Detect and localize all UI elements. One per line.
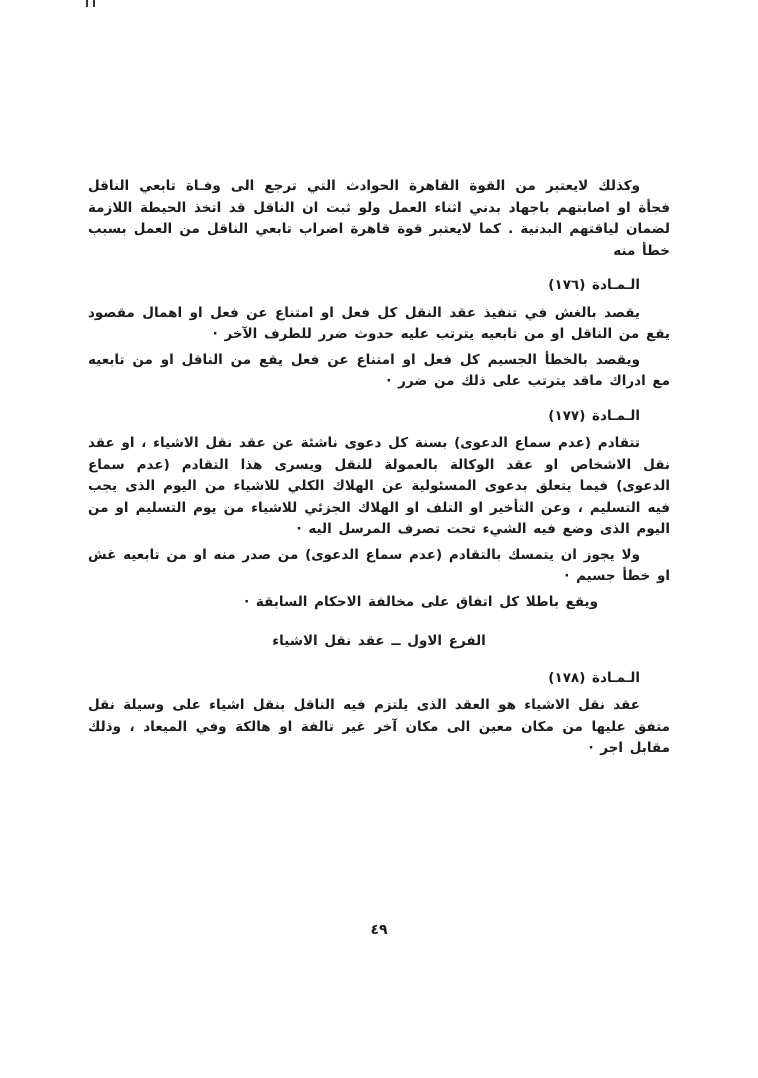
paragraph-gross-fault-definition: ويقصد بالخطأ الجسيم كل فعل او امتناع عن فعل يقع من الناقل او من تابعيه مع ادراك ماقد يترتب على ذلك من ضرر · <box>88 351 670 389</box>
paragraph-carriage-of-goods-definition: عقد نقل الاشياء هو العقد الذى يلتزم فيه الناقل بنقل اشياء على وسيلة نقل متفق عليها من مكان معين الى مكان آخر غير تالفة او هالكة وفي الميعاد ، وذلك مقابل اجر · <box>88 697 670 756</box>
article-177-heading: الـمـادة (١٧٧) <box>548 407 640 424</box>
document-text-block <box>88 176 670 764</box>
paragraph-force-majeure: وكذلك لايعتبر من القوة القاهرة الحوادث التي ترجع الى وفـاة تابعي الناقل فجأة او اصابتهم باجهاد بدني اثناء العمل ولو ثبت ان الناقل قد اتخذ الحيطة اللازمة لضمان لياقتهم البدنية . كما لايعتبر قوة قاهرة اضراب تابعي الناقل من العمل بسبب خطأ منه <box>88 178 670 259</box>
paragraph-prescription-exception: ولا يجوز ان يتمسك بالتقادم (عدم سماع الدعوى) من صدر منه او من تابعيه غش او خطأ جسيم · <box>88 546 670 584</box>
page-number: ٤٩ <box>370 922 388 938</box>
scan-tick-mark <box>86 0 88 7</box>
section-one-heading: الفرع الاول ــ عقد نقل الاشياء <box>272 633 486 649</box>
paragraph-void-agreements: ويقع باطلا كل اتفاق على مخالفة الاحكام السابقة · <box>244 593 598 610</box>
scan-artifact-marks <box>86 0 100 10</box>
article-176-heading: الـمـادة (١٧٦) <box>548 277 640 293</box>
paragraph-fraud-definition: يقصد بالغش في تنفيذ عقد النقل كل فعل او امتناع عن فعل او اهمال مقصود يقع من الناقل او من تابعيه يترتب عليه حدوث ضرر للطرف الآخر · <box>88 304 670 342</box>
article-178-heading: الـمـادة (١٧٨) <box>548 669 640 686</box>
paragraph-prescription-rule: تتقادم (عدم سماع الدعوى) بسنة كل دعوى ناشئة عن عقد نقل الاشياء ، او عقد نقل الاشخاص او عقد الوكالة بالعمولة للنقل ويسرى هذا التقادم (عدم سماع الدعوى) فيما يتعلق بدعوى المسئولية عن الهلاك الكلي للاشياء من اليوم الذى يجب فيه التسليم ، وعن التأخير او التلف او الهلاك الجزئي للاشياء من يوم التسليم او من اليوم الذى وضع فيه الشيء تحت تصرف المرسل اليه · <box>88 435 670 537</box>
scan-tick-mark <box>93 0 95 7</box>
